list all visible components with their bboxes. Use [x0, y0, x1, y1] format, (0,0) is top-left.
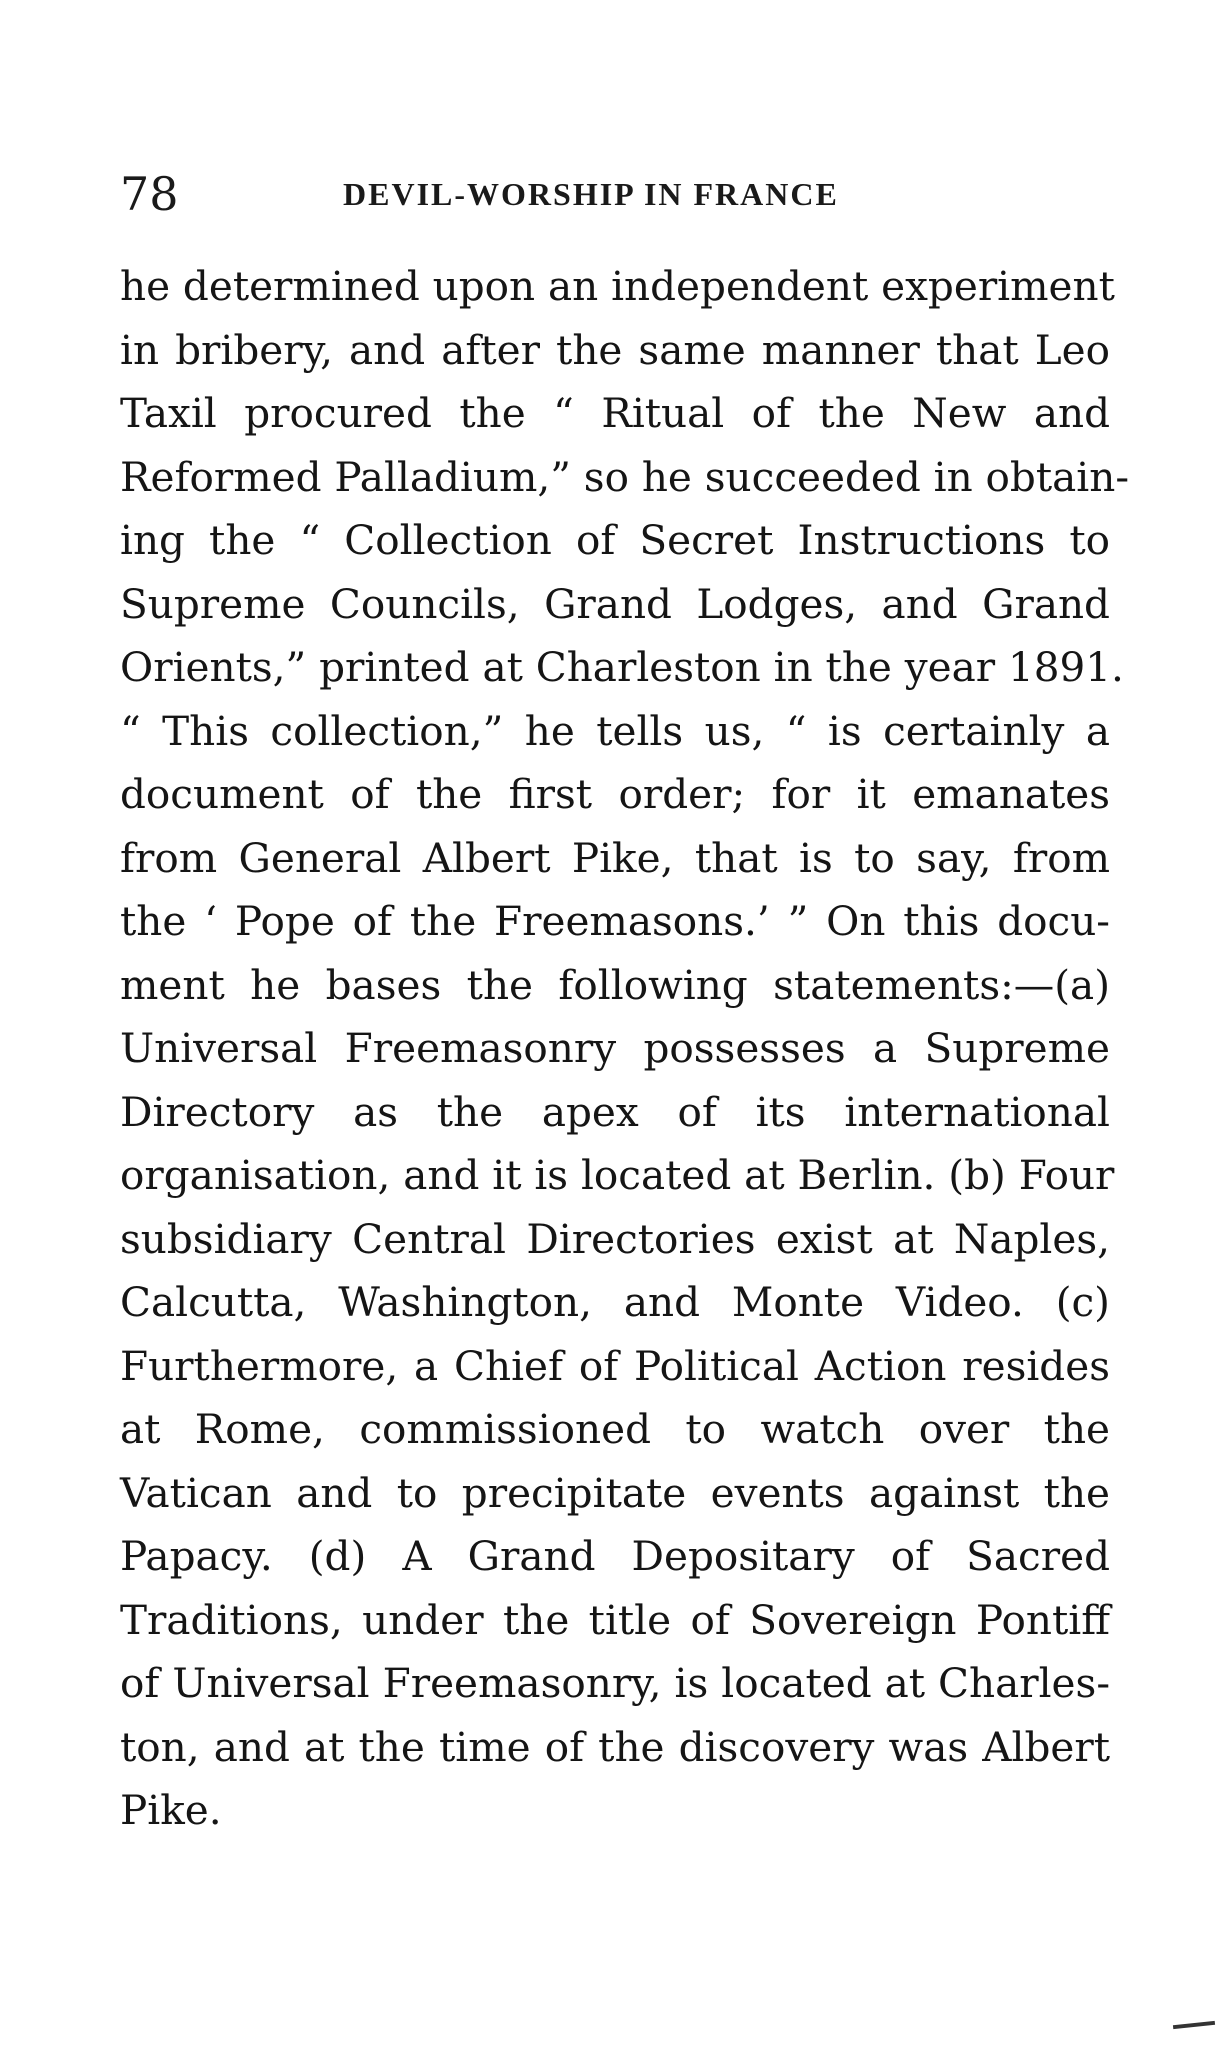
- text-line: ment he bases the following statements:—(a): [120, 960, 1110, 1009]
- text-line: in bribery, and after the same manner that Leo: [120, 325, 1110, 374]
- text-line: Papacy. (d) A Grand Depositary of Sacred: [120, 1532, 1110, 1580]
- text-line: Pike.: [120, 1786, 222, 1834]
- text-line: Calcutta, Washington, and Monte Video. (c): [120, 1278, 1110, 1326]
- text-line: subsidiary Central Directories exist at Naples,: [120, 1214, 1110, 1263]
- text-line: “ This collection,” he tells us, “ is certainly a: [120, 706, 1110, 755]
- text-line: of Universal Freemasonry, is located at Charles-: [120, 1659, 1110, 1707]
- text-line: Vatican and to precipitate events against the: [120, 1468, 1110, 1517]
- text-line: Traditions, under the title of Sovereign Pontiff: [120, 1595, 1110, 1644]
- text-line: from General Albert Pike, that is to say, from: [120, 833, 1110, 882]
- text-line: at Rome, commissioned to watch over the: [120, 1405, 1110, 1453]
- text-line: organisation, and it is located at Berlin. (b) Four: [120, 1151, 1115, 1199]
- text-line: Furthermore, a Chief of Political Action resides: [120, 1341, 1110, 1390]
- text-line: Directory as the apex of its international: [120, 1087, 1110, 1136]
- text-line: Supreme Councils, Grand Lodges, and Grand: [120, 579, 1110, 628]
- text-line: Taxil procured the “ Ritual of the New and: [120, 389, 1110, 437]
- body-text: [120, 255, 1129, 1843]
- text-line: document of the first order; for it emanates: [120, 770, 1110, 818]
- text-line: Orients,” printed at Charleston in the year 1891.: [120, 643, 1124, 691]
- running-title: DEVIL-WORSHIP IN FRANCE: [343, 176, 839, 212]
- text-line: the ‘ Pope of the Freemasons.’ ” On this docu-: [120, 897, 1110, 945]
- text-line: ing the “ Collection of Secret Instructions to: [120, 516, 1110, 564]
- scan-mark: [1173, 2021, 1215, 2029]
- text-line: Universal Freemasonry possesses a Supreme: [120, 1024, 1110, 1072]
- text-line: Reformed Palladium,” so he succeeded in obtain-: [120, 452, 1129, 501]
- text-line: ton, and at the time of the discovery was Albert: [120, 1722, 1110, 1771]
- page-header: [120, 164, 1110, 224]
- text-line: he determined upon an independent experiment: [120, 262, 1115, 310]
- page-number: 78: [120, 167, 179, 221]
